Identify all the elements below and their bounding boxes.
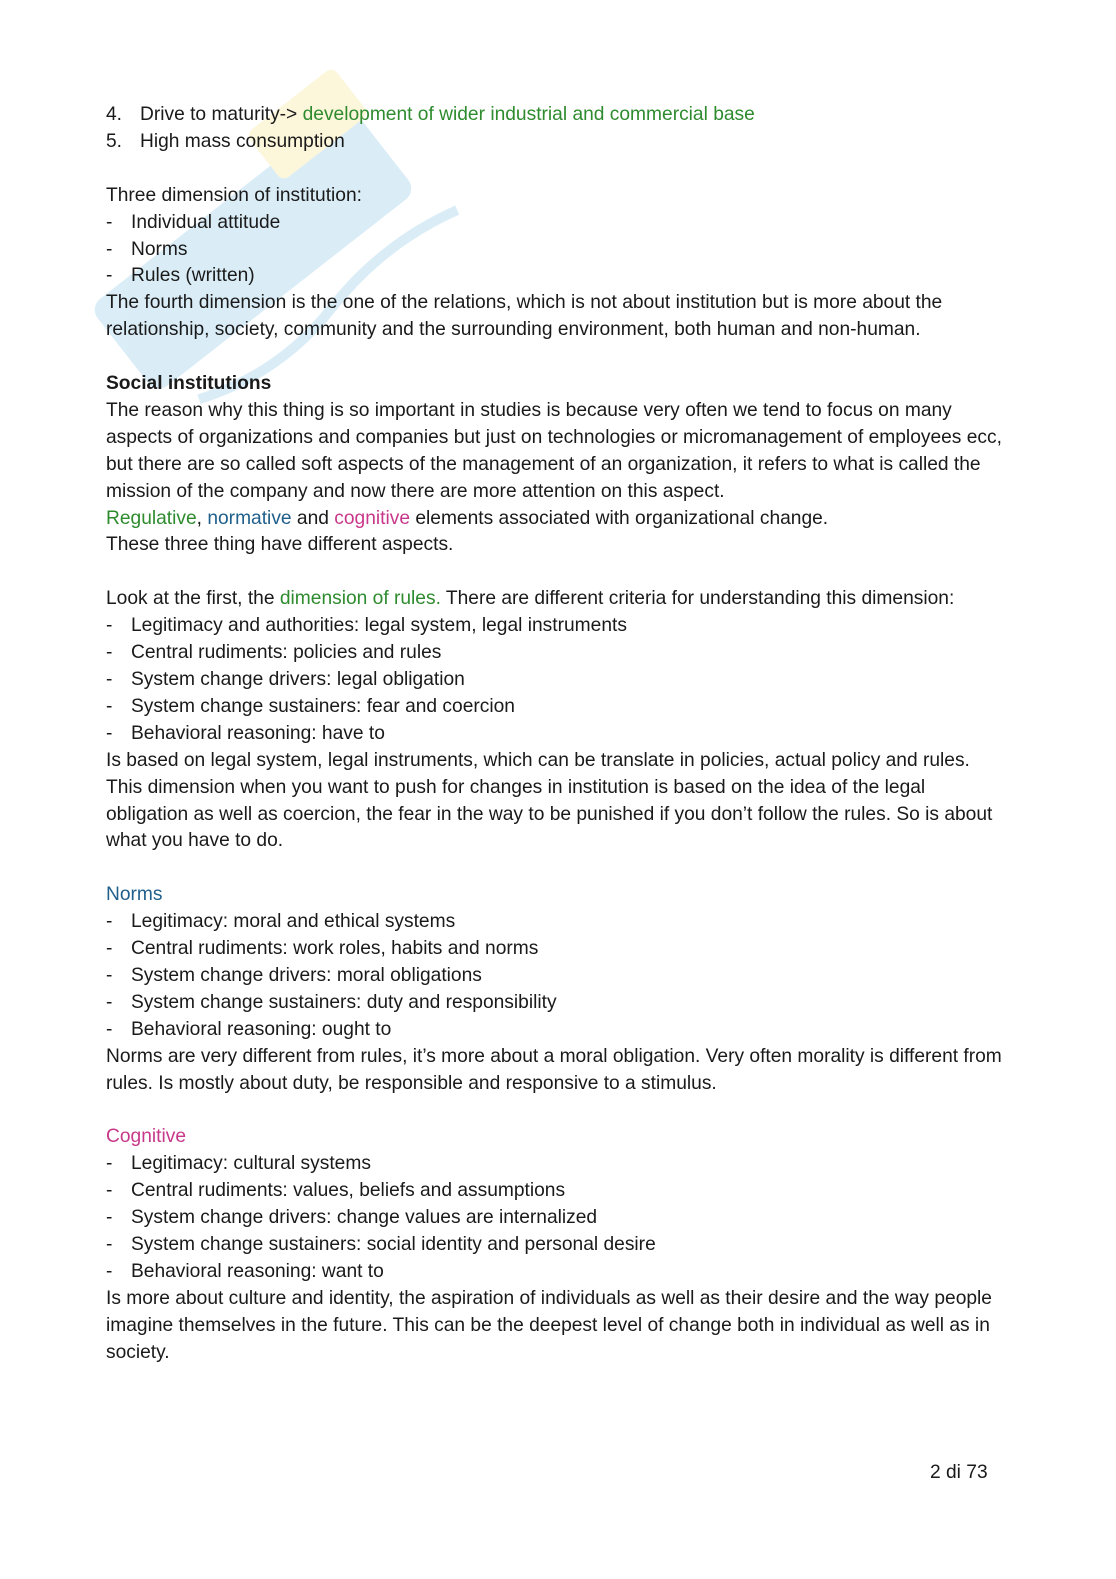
list-item: - Behavioral reasoning: want to — [106, 1260, 384, 1282]
list-item: - System change drivers: moral obligations — [106, 964, 482, 986]
list-item: - Rules (written) — [106, 265, 255, 287]
list-item: - Norms — [106, 238, 188, 260]
list-item: - Legitimacy: moral and ethical systems — [106, 911, 456, 933]
list-item: - Central rudiments: values, beliefs and assumptions — [106, 1180, 566, 1202]
list-item: - System change sustainers: social identity and personal desire — [106, 1233, 656, 1255]
list-item: - Legitimacy: cultural systems — [106, 1153, 371, 1175]
list-item: - System change sustainers: duty and responsibility — [106, 991, 557, 1013]
rules-intro: Look at the first, the dimension of rules. There are different criteria for understanding this dimension: — [106, 588, 955, 610]
paragraph: These three thing have different aspects. — [106, 534, 454, 556]
section-heading: Cognitive — [106, 1126, 186, 1148]
page-number: 2 di 73 — [930, 1462, 988, 1483]
list-item: - Individual attitude — [106, 211, 281, 233]
list-item-text: High mass consumption — [140, 130, 345, 152]
list-item: - System change drivers: legal obligation — [106, 668, 465, 690]
list-item: - Central rudiments: work roles, habits and norms — [106, 938, 539, 960]
paragraph: Norms are very different from rules, it’s more about a moral obligation. Very often morality is different from rules. Is mostly about duty, be responsible and responsive to a stimulus. — [106, 1045, 1002, 1094]
list-item: - System change drivers: change values are internalized — [106, 1207, 598, 1229]
list-item-text: Drive to maturity-> — [140, 104, 303, 125]
list-item: - Central rudiments: policies and rules — [106, 642, 442, 664]
list-item: - Behavioral reasoning: ought to — [106, 1018, 392, 1040]
elements-line: Regulative, normative and cognitive elements associated with organizational change. — [106, 507, 829, 529]
section-heading: Social institutions — [106, 373, 272, 395]
document-page — [106, 102, 1006, 1367]
section-heading: Norms — [106, 884, 163, 906]
list-item: - Behavioral reasoning: have to — [106, 722, 385, 744]
paragraph: Is more about culture and identity, the aspiration of individuals as well as their desire and the way people imagine themselves in the future. This can be the deepest level of change both in individual as well as in society. — [106, 1287, 992, 1363]
list-item: - Legitimacy and authorities: legal system, legal instruments — [106, 615, 627, 637]
fourth-dimension-paragraph: The fourth dimension is the one of the relations, which is not about institution but is more about the relationship, society, community and the surrounding environment, both human and non-human. — [106, 292, 943, 341]
list-item: - System change sustainers: fear and coercion — [106, 695, 515, 717]
dimensions-intro: Three dimension of institution: — [106, 184, 362, 206]
numbered-list-item: 4. Drive to maturity-> development of wider industrial and commercial base — [106, 104, 755, 125]
list-item-highlight: development of wider industrial and commercial base — [302, 104, 755, 125]
numbered-list-item: 5. High mass consumption — [106, 129, 1006, 156]
paragraph: Is based on legal system, legal instruments, which can be translate in policies, actual policy and rules. This dimension when you want to push for changes in institution is based on the idea of the legal obligation as well as coercion, the fear in the way to be punished if you don’t follow the rules. So is about what you have to do. — [106, 749, 993, 852]
paragraph: The reason why this thing is so important in studies is because very often we tend to focus on many aspects of organizations and companies but just on technologies or micromanagement of employees ecc, but there are so called soft aspects of the management of an organization, it refers to what is called the mission of the company and now there are more attention on this aspect. — [106, 399, 1002, 502]
